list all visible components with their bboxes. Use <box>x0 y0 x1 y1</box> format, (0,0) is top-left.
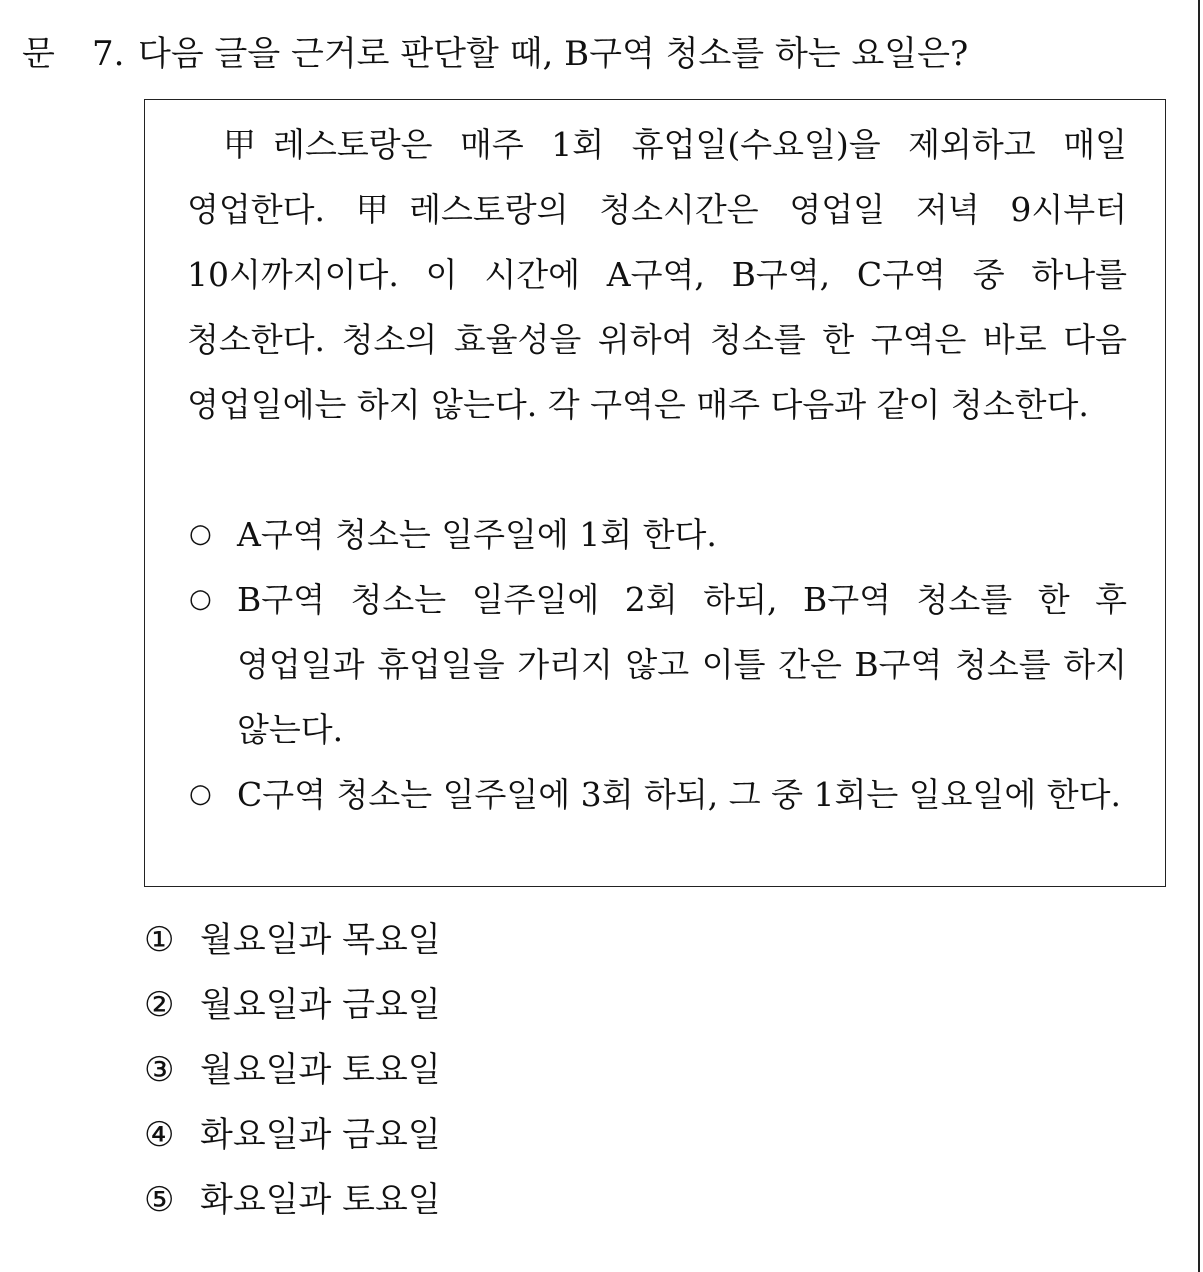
circle-bullet-icon: ○ <box>189 779 212 809</box>
choice-4[interactable] <box>144 1103 441 1168</box>
condition-text: C구역 청소는 일주일에 3회 하되, 그 중 1회는 일요일에 한다. <box>237 775 1121 814</box>
circle-bullet-icon: ○ <box>189 519 212 549</box>
question-number: 7. <box>92 34 125 74</box>
choice-number: ④ <box>144 1115 175 1155</box>
choice-text: 월요일과 금요일 <box>200 985 441 1025</box>
choice-text: 월요일과 토요일 <box>200 1050 441 1090</box>
condition-item-c <box>187 762 1127 827</box>
condition-item-b <box>187 567 1127 762</box>
choice-number: ② <box>144 985 175 1025</box>
question-header <box>22 28 1182 80</box>
choice-number: ① <box>144 920 175 960</box>
answer-choices <box>144 908 441 1233</box>
condition-text: A구역 청소는 일주일에 1회 한다. <box>237 515 717 554</box>
page-right-border <box>1198 0 1200 1272</box>
choice-2[interactable] <box>144 973 441 1038</box>
choice-number: ③ <box>144 1050 175 1090</box>
passage-box <box>144 99 1166 887</box>
circle-bullet-icon: ○ <box>189 584 212 614</box>
passage-text <box>187 112 1127 437</box>
choice-5[interactable] <box>144 1168 441 1233</box>
choice-text: 월요일과 목요일 <box>200 920 441 960</box>
condition-text: B구역 청소는 일주일에 2회 하되, B구역 청소를 한 후 영업일과 휴업일을 가리지 않고 이틀 간은 B구역 청소를 하지 않는다. <box>237 580 1127 749</box>
passage-paragraph: 甲레스토랑은 매주 1회 휴업일(수요일)을 제외하고 매일 영업한다. 甲레스토랑의 청소시간은 영업일 저녁 9시부터 10시까지이다. 이 시간에 A구역, B구역, C구역 중 하나를 청소한다. 청소의 효율성을 위하여 청소를 한 구역은 바로 다음 영업일에는 하지 않는다. 각 구역은 매주 다음과 같이 청소한다. <box>187 125 1127 424</box>
choice-number: ⑤ <box>144 1180 175 1220</box>
choice-1[interactable] <box>144 908 441 973</box>
question-text: 다음 글을 근거로 판단할 때, B구역 청소를 하는 요일은? <box>138 34 969 74</box>
choice-text: 화요일과 토요일 <box>200 1180 441 1220</box>
condition-item-a <box>187 502 1127 567</box>
choice-text: 화요일과 금요일 <box>200 1115 441 1155</box>
conditions-list <box>187 502 1127 827</box>
question-label: 문 <box>22 34 55 74</box>
choice-3[interactable] <box>144 1038 441 1103</box>
